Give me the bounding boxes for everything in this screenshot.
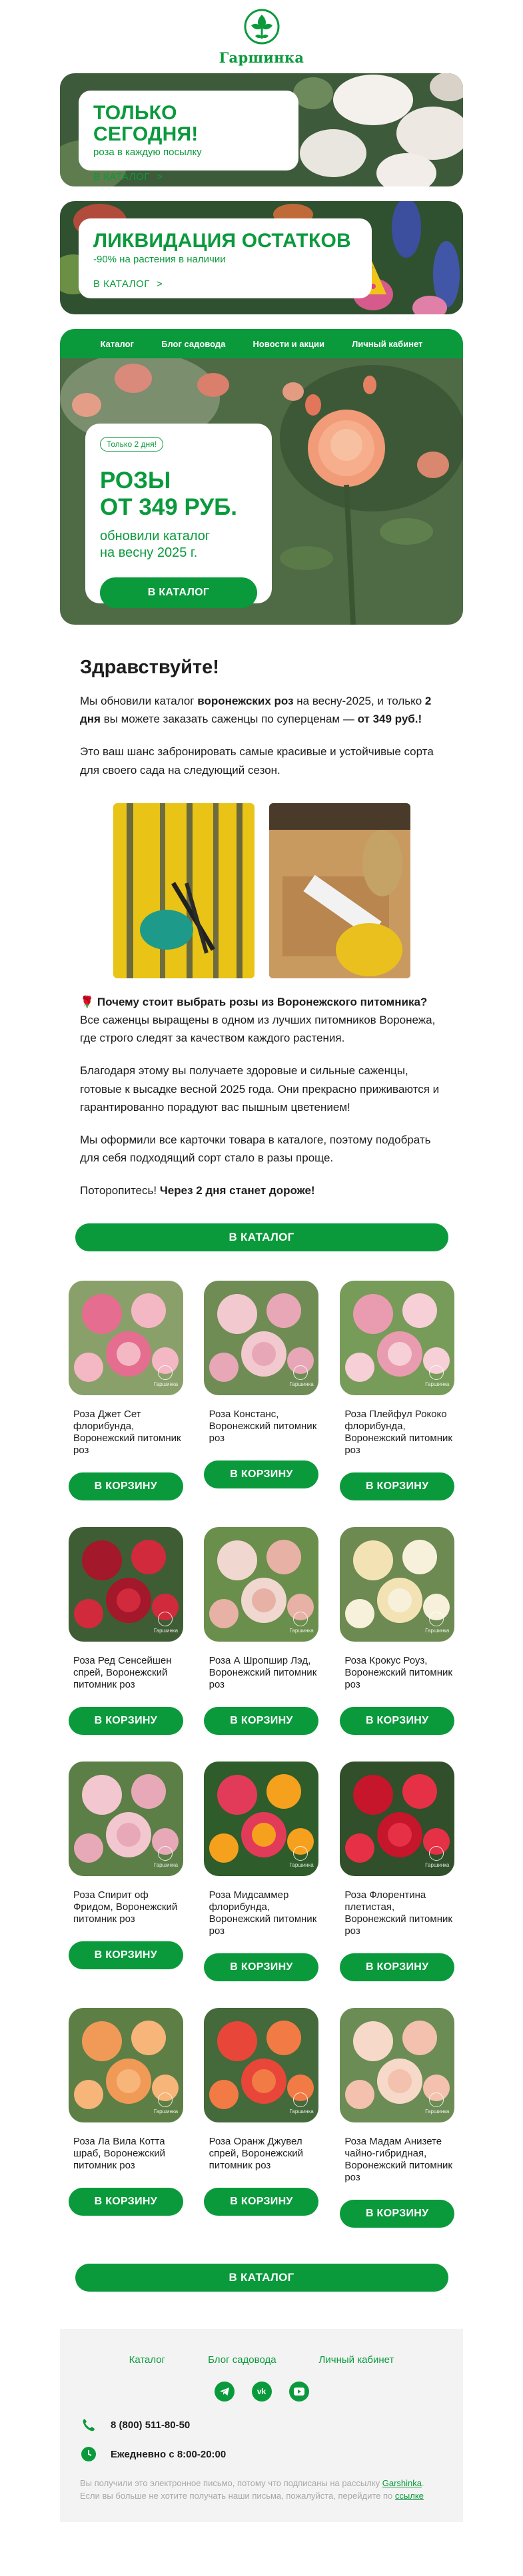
clock-icon — [80, 2445, 97, 2463]
product-image[interactable] — [69, 1527, 183, 1642]
product-name: Роза Флорентина плетистая, Воронежский питомник роз — [344, 1889, 452, 1937]
watermark: Гаршинка — [154, 1846, 177, 1868]
promo-title: ТОЛЬКО СЕГОДНЯ! — [93, 102, 199, 145]
product-image[interactable] — [204, 1527, 318, 1642]
product-card — [204, 2008, 320, 2228]
vk-icon[interactable]: vk — [252, 2382, 272, 2402]
product-name: Роза А Шропшир Лэд, Воронежский питомник роз — [209, 1655, 317, 1691]
promo-title: ЛИКВИДАЦИЯ ОСТАТКОВ — [93, 230, 351, 252]
nursery-photos — [80, 803, 443, 978]
hero-card — [85, 424, 272, 603]
add-to-cart-button[interactable]: В КОРЗИНУ — [69, 1941, 183, 1969]
logo-text: Гаршинка — [219, 49, 304, 66]
add-to-cart-button[interactable]: В КОРЗИНУ — [69, 2188, 183, 2216]
product-card — [339, 1281, 455, 1500]
product-card — [339, 2008, 455, 2228]
watermark: Гаршинка — [289, 1365, 312, 1387]
intro-paragraph: Мы обновили каталог воронежских роз на весну-2025, и только 2 дня вы можете заказать саженцы по суперценам — от 349 руб.! — [80, 695, 432, 726]
promo-banner-clearance[interactable] — [60, 201, 463, 314]
hero-banner[interactable] — [60, 358, 463, 625]
add-to-cart-button[interactable]: В КОРЗИНУ — [204, 1953, 318, 1981]
add-to-cart-button[interactable]: В КОРЗИНУ — [204, 2188, 318, 2216]
rose-emoji-icon: 🌹 — [80, 995, 95, 1008]
watermark: Гаршинка — [154, 1612, 177, 1634]
watermark: Гаршинка — [289, 1846, 312, 1868]
product-image[interactable] — [340, 1281, 454, 1395]
hero-title: РОЗЫ ОТ 349 РУБ. — [100, 468, 237, 521]
working-hours — [80, 2445, 443, 2463]
nav-blog[interactable]: Блог садовода — [161, 338, 226, 349]
product-name: Роза Ла Вила Котта шраб, Воронежский питомник роз — [73, 2136, 165, 2172]
logo[interactable] — [60, 0, 463, 73]
watermark: Гаршинка — [289, 2093, 312, 2114]
add-to-cart-button[interactable]: В КОРЗИНУ — [340, 1707, 454, 1735]
footer-nav-account[interactable]: Личный кабинет — [318, 2354, 394, 2366]
product-image[interactable] — [204, 2008, 318, 2122]
logo-icon — [243, 8, 280, 45]
nav-catalog[interactable]: Каталог — [100, 338, 134, 349]
footer — [60, 2329, 463, 2521]
product-name: Роза Спирит оф Фридом, Воронежский питомник роз — [73, 1889, 178, 1925]
promo-catalog-link[interactable]: В КАТАЛОГ > — [93, 171, 163, 182]
product-card — [68, 1527, 184, 1735]
phone-icon — [80, 2416, 97, 2433]
product-card — [68, 1281, 184, 1500]
add-to-cart-button[interactable]: В КОРЗИНУ — [340, 1472, 454, 1500]
catalog-paragraph: Мы оформили все карточки товара в каталоге, поэтому подобрать для себя подходящий сорт стало в разы проще. — [80, 1133, 431, 1165]
promo-banner-today[interactable] — [60, 73, 463, 186]
why-paragraph: 🌹 Почему стоит выбрать розы из Воронежского питомника? Все саженцы выращены в одном из лучших питомников Воронежа, где строго следят за качеством каждого растения. — [80, 995, 436, 1045]
hero-description: обновили каталог на весну 2025 г. — [100, 528, 211, 560]
greeting: Здравствуйте! — [80, 657, 219, 678]
watermark: Гаршинка — [289, 1612, 312, 1634]
product-image[interactable] — [69, 1281, 183, 1395]
hero-section — [60, 329, 463, 625]
promo-card — [79, 218, 372, 298]
product-name: Роза Крокус Роуз, Воронежский питомник роз — [344, 1655, 452, 1691]
promo-subtitle: роза в каждую посылку — [93, 147, 202, 158]
product-image[interactable] — [204, 1281, 318, 1395]
main-nav — [60, 329, 463, 358]
promo-subtitle: -90% на растения в наличии — [93, 253, 226, 265]
add-to-cart-button[interactable]: В КОРЗИНУ — [204, 1460, 318, 1488]
watermark: Гаршинка — [425, 1846, 448, 1868]
intro-content — [60, 657, 463, 1199]
watermark: Гаршинка — [425, 2093, 448, 2114]
nav-account[interactable]: Личный кабинет — [352, 338, 423, 349]
product-name: Роза Мидсаммер флорибунда, Воронежский питомник роз — [209, 1889, 317, 1937]
product-name: Роза Джет Сет флорибунда, Воронежский питомник роз — [73, 1409, 181, 1456]
add-to-cart-button[interactable]: В КОРЗИНУ — [204, 1707, 318, 1735]
product-image[interactable] — [69, 1762, 183, 1876]
product-card — [339, 1762, 455, 1981]
watermark: Гаршинка — [425, 1612, 448, 1634]
catalog-button-bottom[interactable]: В КАТАЛОГ — [75, 2264, 448, 2292]
product-card — [339, 1527, 455, 1735]
product-image[interactable] — [204, 1762, 318, 1876]
hurry-paragraph: Поторопитесь! Через 2 дня станет дороже! — [80, 1184, 315, 1197]
add-to-cart-button[interactable]: В КОРЗИНУ — [340, 2200, 454, 2228]
product-image[interactable] — [69, 2008, 183, 2122]
product-image[interactable] — [340, 1527, 454, 1642]
add-to-cart-button[interactable]: В КОРЗИНУ — [69, 1707, 183, 1735]
garshinka-link[interactable]: Garshinka — [382, 2478, 422, 2489]
promo-catalog-link[interactable]: В КАТАЛОГ > — [93, 278, 163, 290]
product-name: Роза Констанс, Воронежский питомник роз — [209, 1409, 317, 1445]
product-card — [68, 1762, 184, 1981]
hours-text: Ежедневно с 8:00-20:00 — [111, 2448, 227, 2460]
product-name: Роза Мадам Анизете чайно-гибридная, Воронежский питомник роз — [344, 2136, 452, 2184]
nav-news[interactable]: Новости и акции — [253, 338, 324, 349]
product-card — [204, 1281, 320, 1500]
catalog-button[interactable]: В КАТАЛОГ — [75, 1223, 448, 1251]
watermark: Гаршинка — [154, 1365, 177, 1387]
packing-photo — [269, 803, 410, 978]
benefits-paragraph: Благодаря этому вы получаете здоровые и сильные саженцы, готовые к высадке весной 2025 года. Они прекрасно приживаются и гарантированно порадуют вас пышным цветением! — [80, 1064, 440, 1114]
product-image[interactable] — [340, 1762, 454, 1876]
add-to-cart-button[interactable]: В КОРЗИНУ — [69, 1472, 183, 1500]
promo-card — [79, 91, 298, 182]
footer-nav-blog[interactable]: Блог садовода — [208, 2354, 276, 2366]
social-links — [80, 2382, 443, 2402]
unsubscribe-disclaimer: Вы получили это электронное письмо, потому что подписаны на рассылку Garshinka. Если вы больше не хотите получать наши письма, пожалуйста, перейдите по ссылке — [80, 2478, 424, 2501]
intro-paragraph: Это ваш шанс забронировать самые красивые и устойчивые сорта для своего сада на следующий сезон. — [80, 745, 434, 777]
product-name: Роза Плейфул Рококо флорибунда, Воронежский питомник роз — [344, 1409, 452, 1456]
footer-nav — [80, 2354, 443, 2366]
unsubscribe-link[interactable]: ссылке — [394, 2490, 424, 2501]
product-name: Роза Оранж Джувел спрей, Воронежский питомник роз — [209, 2136, 304, 2172]
phone-contact[interactable] — [80, 2416, 443, 2433]
product-grid — [60, 1281, 463, 2228]
add-to-cart-button[interactable]: В КОРЗИНУ — [340, 1953, 454, 1981]
pruning-photo — [113, 803, 255, 978]
footer-nav-catalog[interactable]: Каталог — [129, 2354, 166, 2366]
product-image[interactable] — [340, 2008, 454, 2122]
telegram-icon[interactable] — [215, 2382, 235, 2402]
hero-badge: Только 2 дня! — [100, 437, 163, 452]
product-card — [204, 1527, 320, 1735]
product-card — [204, 1762, 320, 1981]
product-name: Роза Ред Сенсейшен спрей, Воронежский питомник роз — [73, 1655, 172, 1691]
watermark: Гаршинка — [154, 2093, 177, 2114]
product-card — [68, 2008, 184, 2228]
watermark: Гаршинка — [425, 1365, 448, 1387]
phone-number: 8 (800) 511-80-50 — [111, 2419, 191, 2431]
youtube-icon[interactable] — [289, 2382, 309, 2402]
hero-catalog-button[interactable]: В КАТАЛОГ — [100, 577, 257, 608]
